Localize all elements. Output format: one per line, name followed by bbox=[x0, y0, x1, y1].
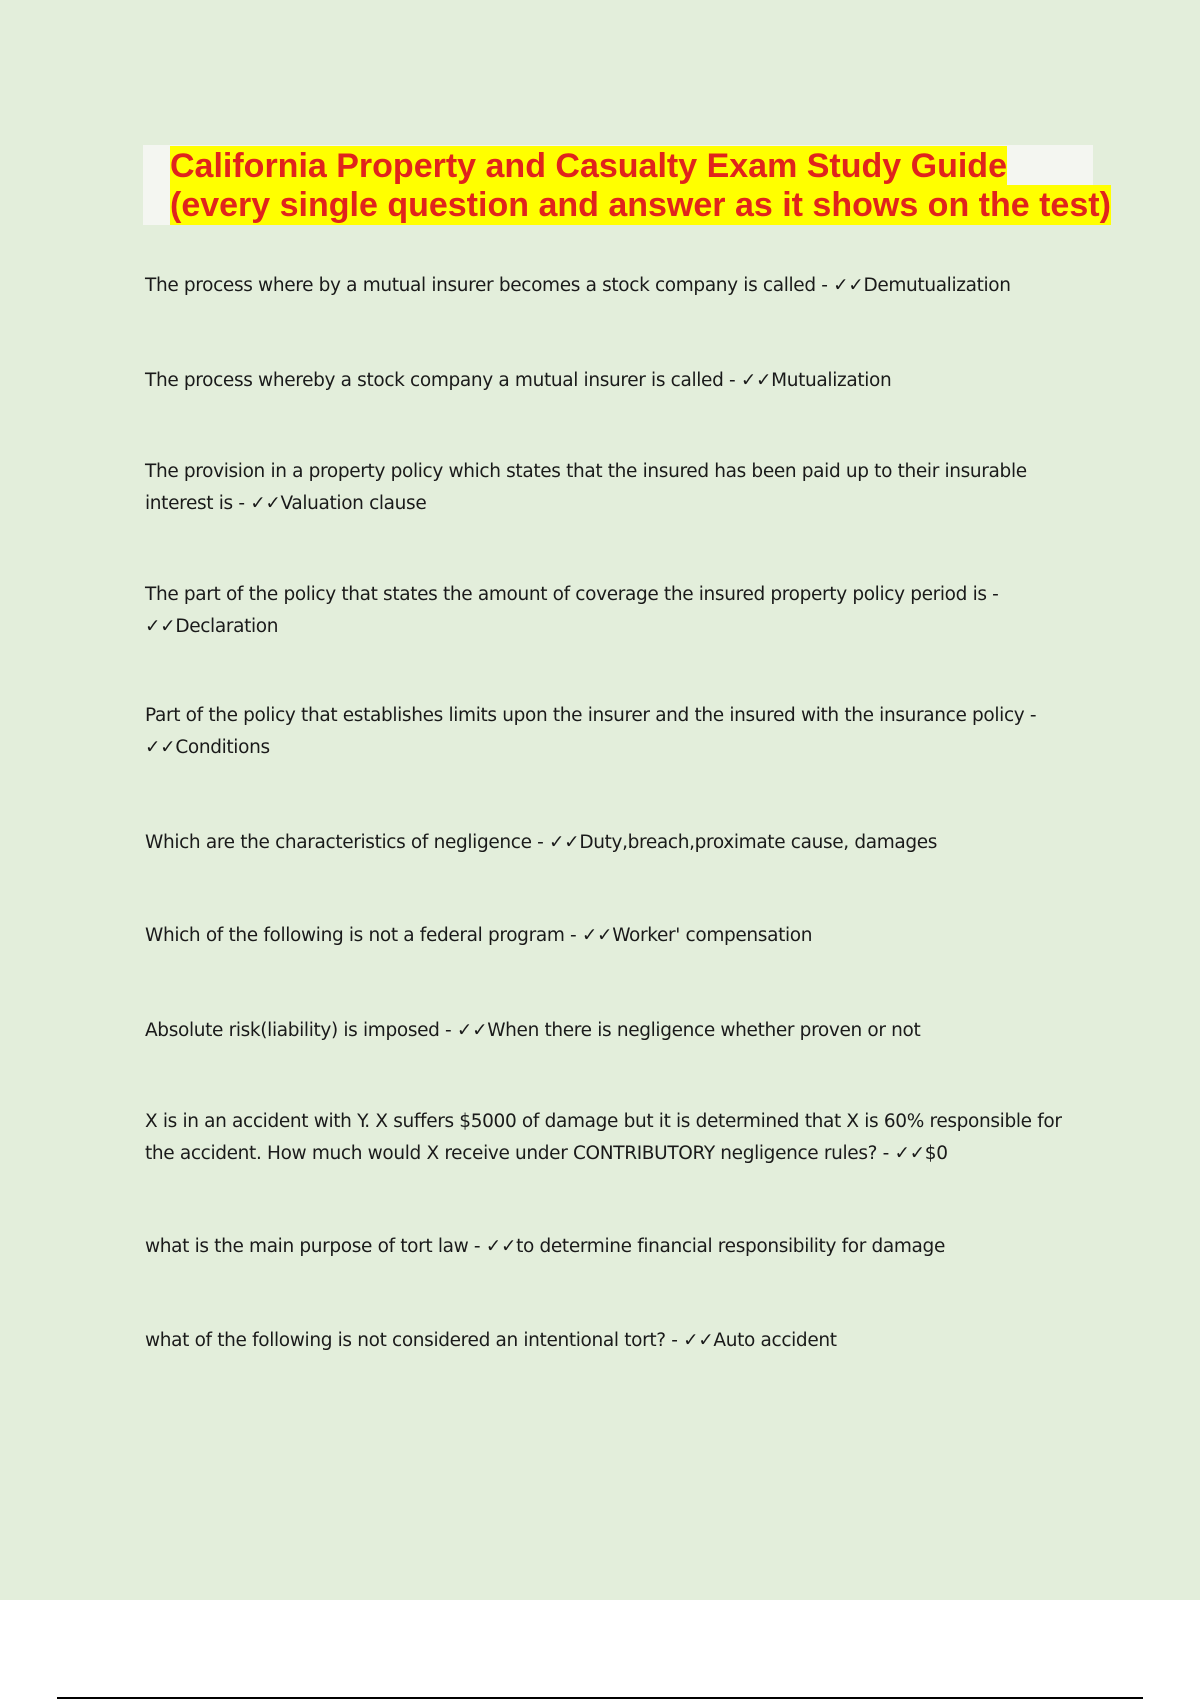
check-mark-icon: ✓✓ bbox=[683, 1330, 714, 1351]
check-mark-icon: ✓✓ bbox=[485, 1236, 517, 1257]
question-text: The process whereby a stock company a mutual insurer is called bbox=[145, 370, 724, 391]
check-mark-icon: ✓✓ bbox=[145, 737, 176, 758]
check-mark-icon: ✓✓ bbox=[250, 493, 281, 514]
separator: - bbox=[564, 925, 582, 946]
answer-text: Conditions bbox=[175, 737, 270, 758]
separator: - bbox=[986, 584, 999, 605]
separator: - bbox=[531, 832, 550, 853]
answer-text: Duty,breach,proximate cause, damages bbox=[579, 832, 938, 853]
question-text: The process where by a mutual insurer becomes a stock company is called bbox=[145, 275, 816, 296]
qa-item-1 bbox=[145, 270, 1065, 302]
question-text: Absolute risk(liability) is imposed bbox=[145, 1020, 440, 1041]
answer-text: Valuation clause bbox=[280, 493, 427, 514]
qa-item-3 bbox=[145, 456, 1065, 520]
answer-text: Worker' compensation bbox=[612, 925, 813, 946]
question-text: Which are the characteristics of negligence bbox=[145, 832, 532, 853]
qa-item-7 bbox=[145, 920, 1065, 952]
qa-item-5 bbox=[145, 700, 1065, 764]
document-title: California Property and Casualty Exam Study Guide bbox=[170, 147, 1007, 185]
separator: - bbox=[1024, 705, 1037, 726]
footer-divider bbox=[57, 1697, 1143, 1699]
question-text: Part of the policy that establishes limits upon the insurer and the insured with the insurance policy bbox=[145, 705, 1025, 726]
answer-text: Declaration bbox=[175, 616, 279, 637]
question-text: The provision in a property policy which states that the insured has been paid up to their insurable interest is bbox=[145, 461, 1027, 514]
question-text: what is the main purpose of tort law bbox=[145, 1236, 469, 1257]
qa-item-8 bbox=[145, 1015, 1065, 1047]
separator: - bbox=[439, 1020, 457, 1041]
check-mark-icon: ✓✓ bbox=[740, 370, 772, 391]
separator: - bbox=[468, 1236, 486, 1257]
check-mark-icon: ✓✓ bbox=[833, 275, 864, 296]
separator: - bbox=[232, 493, 251, 514]
answer-text: Auto accident bbox=[713, 1330, 837, 1351]
question-text: X is in an accident with Y. X suffers $5000 of damage but it is determined that X is 60% responsible for the accident. How much would X receive under CONTRIBUTORY negligence rules? bbox=[145, 1111, 1062, 1164]
qa-item-4 bbox=[145, 579, 1065, 643]
answer-text: Mutualization bbox=[771, 370, 892, 391]
question-text: what of the following is not considered an intentional tort? bbox=[145, 1330, 666, 1351]
qa-item-11 bbox=[145, 1325, 1065, 1357]
check-mark-icon: ✓✓ bbox=[894, 1143, 925, 1164]
answer-text: Demutualization bbox=[863, 275, 1011, 296]
qa-item-9 bbox=[145, 1106, 1065, 1170]
separator: - bbox=[877, 1143, 895, 1164]
check-mark-icon: ✓✓ bbox=[145, 616, 176, 637]
document-subtitle: (every single question and answer as it shows on the test) bbox=[170, 186, 1111, 224]
check-mark-icon: ✓✓ bbox=[456, 1020, 488, 1041]
separator: - bbox=[665, 1330, 684, 1351]
answer-text: $0 bbox=[924, 1143, 948, 1164]
qa-item-10 bbox=[145, 1231, 1065, 1263]
answer-text: When there is negligence whether proven or not bbox=[487, 1020, 921, 1041]
separator: - bbox=[723, 370, 741, 391]
qa-item-2 bbox=[145, 365, 1065, 397]
qa-item-6 bbox=[145, 827, 1065, 859]
question-text: Which of the following is not a federal program bbox=[145, 925, 565, 946]
question-text: The part of the policy that states the amount of coverage the insured property policy period is bbox=[145, 584, 987, 605]
check-mark-icon: ✓✓ bbox=[549, 832, 580, 853]
separator: - bbox=[815, 275, 834, 296]
check-mark-icon: ✓✓ bbox=[581, 925, 613, 946]
answer-text: to determine financial responsibility for damage bbox=[516, 1236, 945, 1257]
